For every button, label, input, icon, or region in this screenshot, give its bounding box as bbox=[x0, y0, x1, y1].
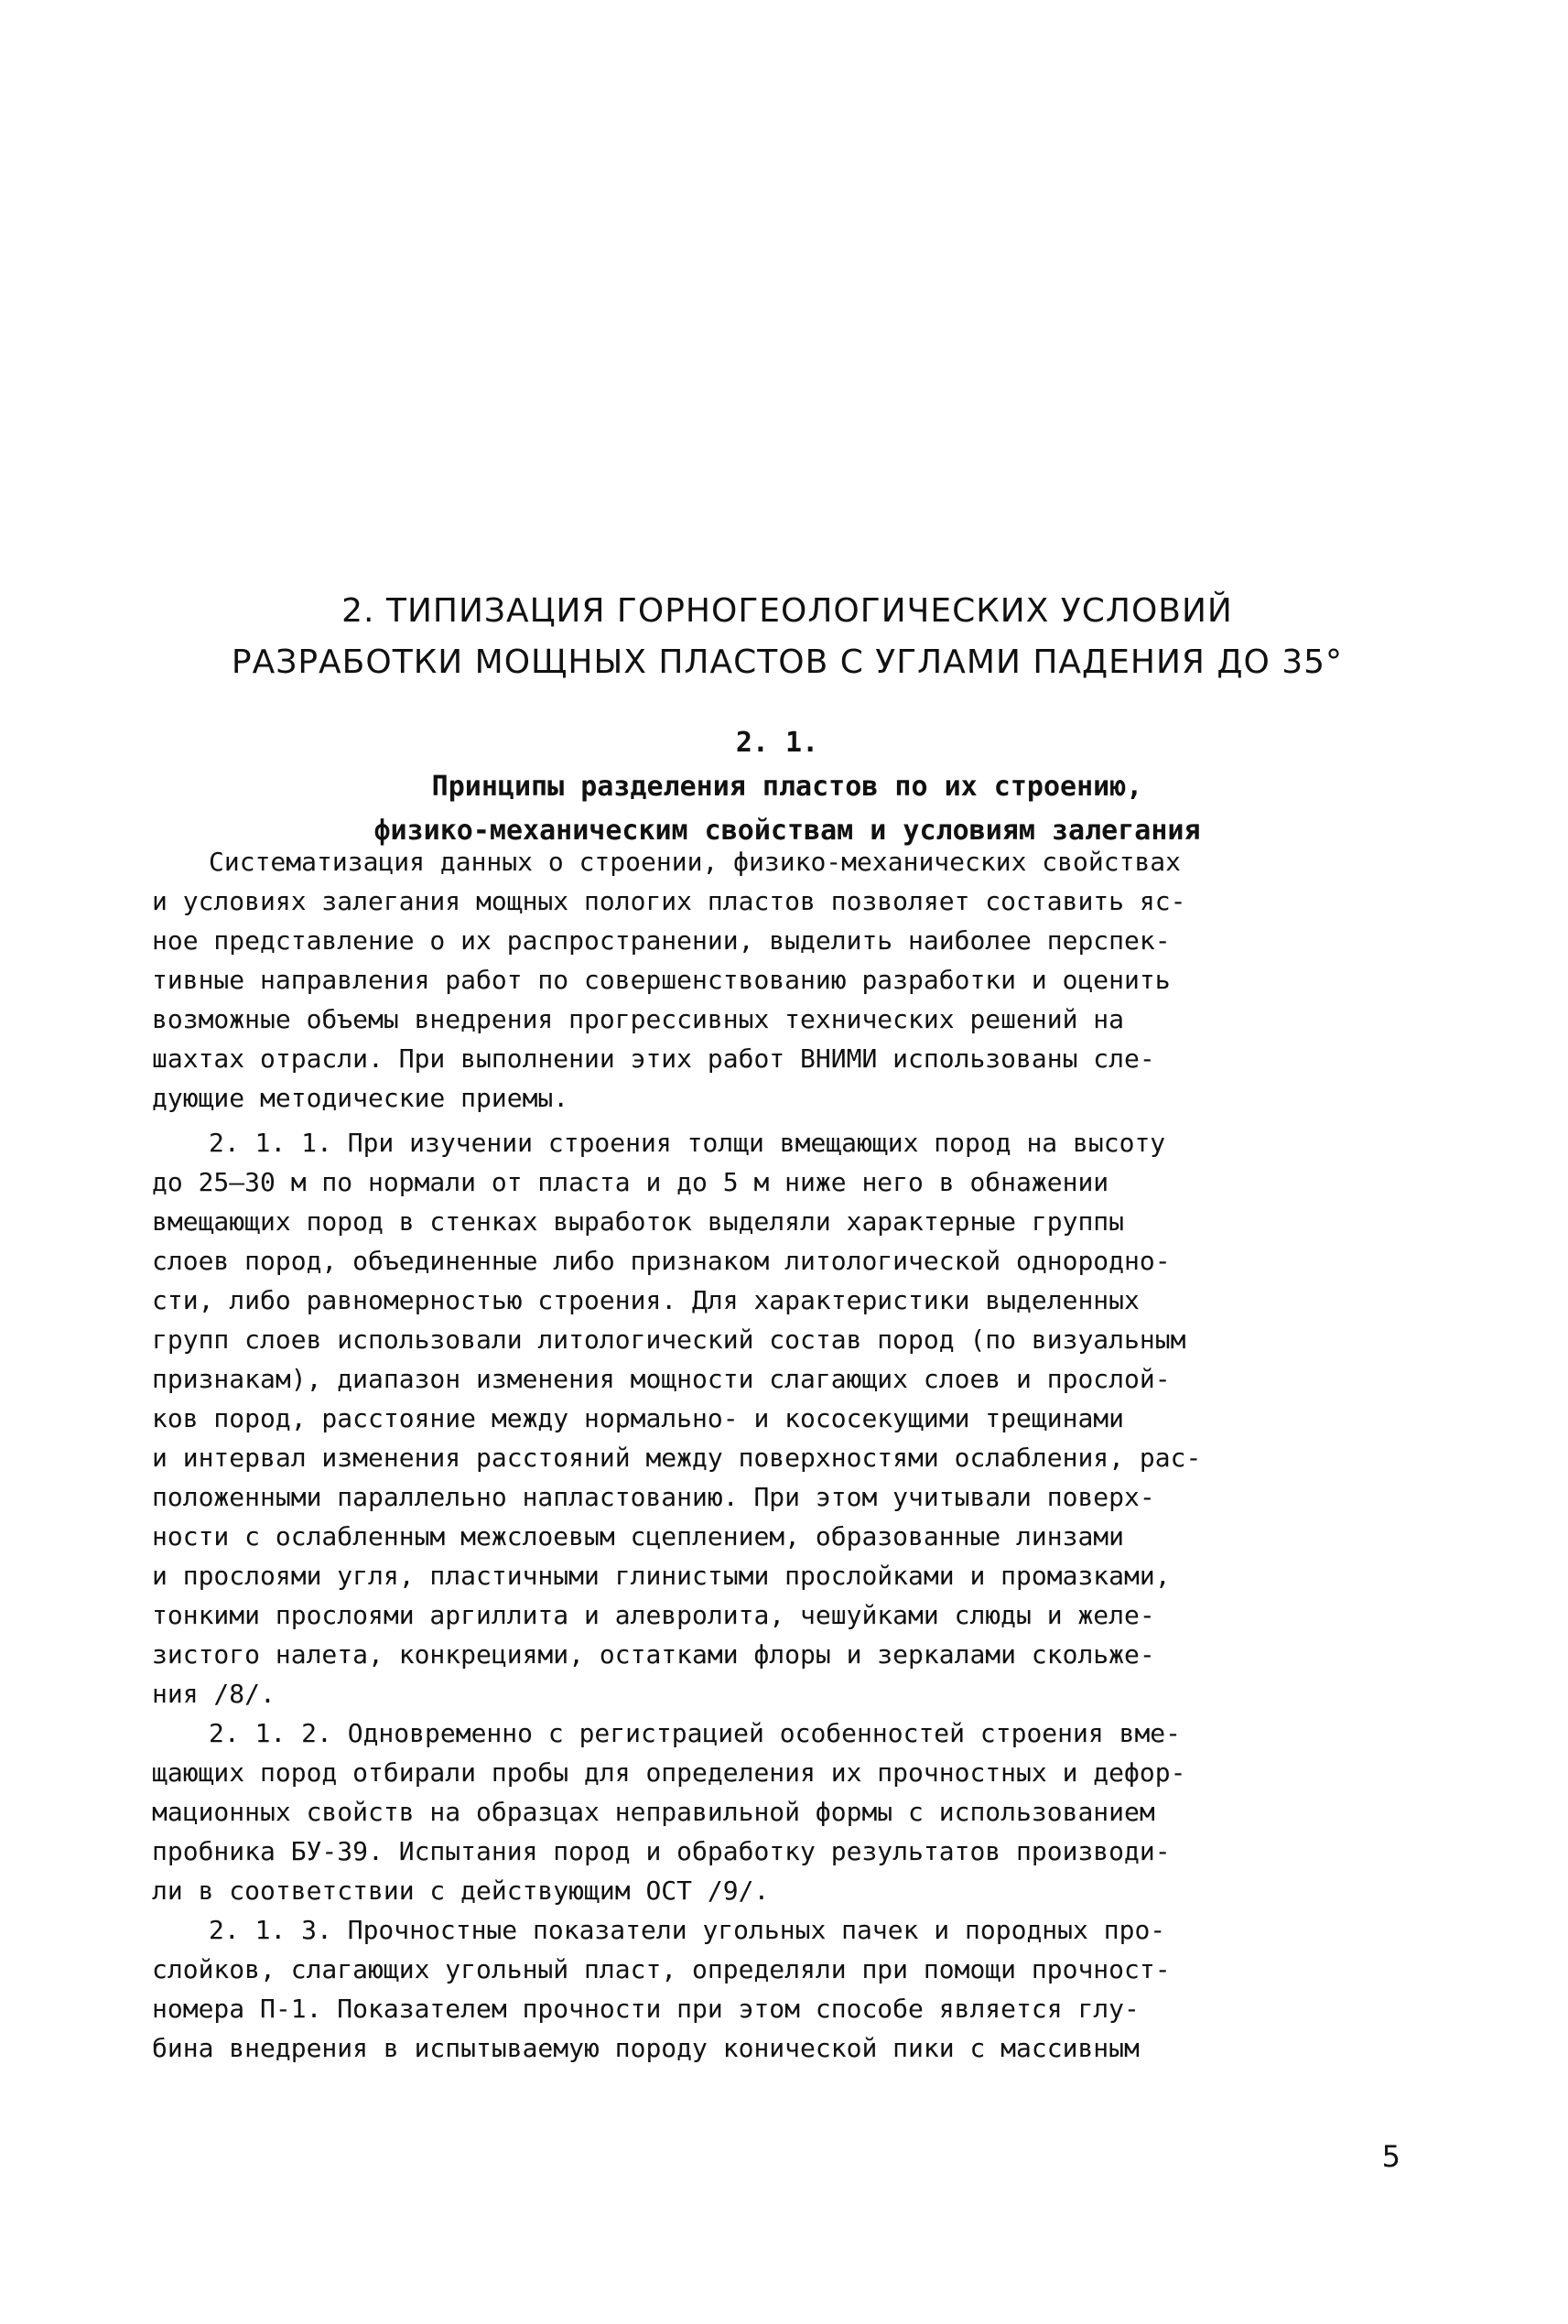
section-title-line bbox=[110, 721, 1465, 809]
text-line: тивные направления работ по совершенствованию разработки и оценить bbox=[152, 965, 1171, 995]
chapter-title-line: РАЗРАБОТКИ МОЩНЫХ ПЛАСТОВ С УГЛАМИ ПАДЕНИЯ ДО 35° bbox=[231, 643, 1344, 681]
text-line: мационных свойств на образцах неправильной формы с использованием bbox=[152, 1797, 1155, 1827]
text-line: до 25–30 м по нормали от пласта и до 5 м ниже него в обнажении bbox=[152, 1167, 1109, 1197]
text-line: пробника БУ-39. Испытания пород и обработку результатов производи- bbox=[152, 1836, 1171, 1866]
paragraph-intro bbox=[152, 842, 1424, 1118]
text-line: бина внедрения в испытываемую породу конической пики с массивным bbox=[152, 2033, 1140, 2063]
text-line: зистого налета, конкрециями, остатками флоры и зеркалами скольже- bbox=[152, 1639, 1155, 1670]
text-line: и интервал изменения расстояний между поверхностями ослабления, рас- bbox=[152, 1443, 1202, 1473]
text-line: ное представление о их распространении, выделить наиболее перспек- bbox=[152, 925, 1171, 956]
text-line: сти, либо равномерностью строения. Для характеристики выделенных bbox=[152, 1285, 1140, 1315]
text-line: и условиях залегания мощных пологих пластов позволяет составить яс- bbox=[152, 886, 1186, 916]
text-line: 2. 1. 3. Прочностные показатели угольных пачек и породных про- bbox=[209, 1915, 1166, 1945]
body-text bbox=[152, 842, 1424, 2068]
text-line: 2. 1. 1. При изучении строения толщи вмещающих пород на высоту bbox=[209, 1128, 1166, 1158]
text-line: щающих пород отбирали пробы для определения их прочностных и дефор- bbox=[152, 1757, 1186, 1788]
text-line: и прослоями угля, пластичными глинистыми прослойками и промазками, bbox=[152, 1561, 1171, 1591]
text-line: возможные объемы внедрения прогрессивных технических решений на bbox=[152, 1004, 1125, 1034]
text-line: слоев пород, объединенные либо признаком литологической однородно- bbox=[152, 1246, 1171, 1276]
page-number: 5 bbox=[1381, 2139, 1400, 2174]
text-line: дующие методические приемы. bbox=[152, 1083, 569, 1113]
text-line: ности с ослабленным межслоевым сцеплением, образованные линзами bbox=[152, 1521, 1125, 1551]
chapter-title bbox=[110, 586, 1465, 688]
text-line: ния /8/. bbox=[152, 1679, 276, 1709]
text-line: слойков, слагающих угольный пласт, определяли при помощи прочност- bbox=[152, 1954, 1171, 1984]
text-line: номера П-1. Показателем прочности при этом способе является глу- bbox=[152, 1994, 1140, 2024]
paragraph-2-1-2 bbox=[152, 1713, 1424, 1910]
text-line: ков пород, расстояние между нормально- и кососекущими трещинами bbox=[152, 1403, 1125, 1433]
text-line: ли в соответствии с действующим ОСТ /9/. bbox=[152, 1875, 770, 1906]
section-title-text: Принципы разделения пластов по их строению, bbox=[431, 771, 1143, 803]
text-line: 2. 1. 2. Одновременно с регистрацией особенностей строения вме- bbox=[209, 1718, 1182, 1748]
text-line: вмещающих пород в стенках выработок выделяли характерные группы bbox=[152, 1206, 1125, 1237]
text-line: Систематизация данных о строении, физико-механических свойствах bbox=[209, 847, 1182, 877]
text-line: групп слоев использовали литологический состав пород (по визуальным bbox=[152, 1324, 1186, 1355]
chapter-title-line: 2. ТИПИЗАЦИЯ ГОРНОГЕОЛОГИЧЕСКИХ УСЛОВИЙ bbox=[341, 592, 1233, 630]
paragraph-2-1-1 bbox=[152, 1123, 1424, 1713]
text-line: положенными параллельно напластованию. При этом учитывали поверх- bbox=[152, 1482, 1155, 1512]
text-line: шахтах отрасли. При выполнении этих работ ВНИМИ использованы сле- bbox=[152, 1043, 1155, 1074]
section-title bbox=[110, 721, 1465, 853]
text-line: тонкими прослоями аргиллита и алевролита, чешуйками слюды и желе- bbox=[152, 1600, 1155, 1630]
text-line: признакам), диапазон изменения мощности слагающих слоев и прослой- bbox=[152, 1364, 1171, 1394]
section-title-line: физико-механическим свойствам и условиям залегания bbox=[373, 815, 1201, 847]
section-number: 2. 1. bbox=[735, 727, 819, 759]
paragraph-2-1-3 bbox=[152, 1910, 1424, 2068]
